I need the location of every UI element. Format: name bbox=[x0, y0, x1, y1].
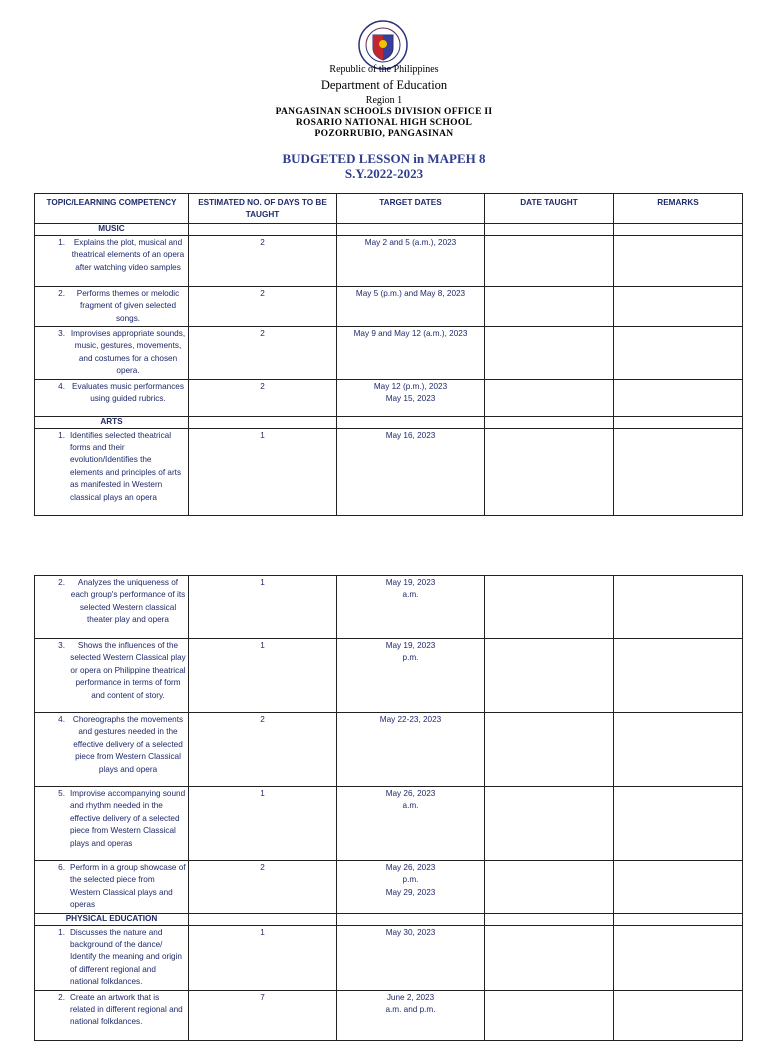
date-line: May 12 (p.m.), 2023 bbox=[373, 381, 448, 391]
lesson-table-page-2 bbox=[34, 575, 743, 1041]
table-row bbox=[35, 286, 743, 326]
days-cell: 1 bbox=[189, 576, 337, 639]
target-dates-cell bbox=[337, 861, 485, 914]
target-dates-cell: May 30, 2023 bbox=[337, 925, 485, 990]
section-row-pe bbox=[35, 913, 743, 925]
remarks-cell bbox=[614, 639, 743, 713]
date-taught-cell bbox=[485, 990, 614, 1040]
date-line: May 19, 2023 bbox=[385, 578, 436, 587]
table-row bbox=[35, 235, 743, 286]
region-label: Region 1 bbox=[365, 95, 403, 106]
target-dates-cell: May 2 and 5 (a.m.), 2023 bbox=[337, 235, 485, 286]
table-header-row bbox=[35, 194, 743, 224]
date-taught-cell bbox=[485, 286, 614, 326]
school-label: ROSARIO NATIONAL HIGH SCHOOL bbox=[295, 118, 473, 128]
row-number: 2. bbox=[58, 992, 65, 1002]
republic-label: Republic of the Philippines bbox=[329, 64, 439, 75]
target-dates-cell: May 5 (p.m.) and May 8, 2023 bbox=[337, 286, 485, 326]
competency-text: Analyzes the uniqueness of each group's performance of its selected Western classical theater play and opera bbox=[70, 578, 186, 625]
remarks-cell bbox=[614, 576, 743, 639]
remarks-cell bbox=[614, 428, 743, 515]
competency-text: Discusses the nature and background of the dance/ Identify the meaning and origin of different regional and national folkdances. bbox=[70, 927, 182, 987]
days-cell: 2 bbox=[189, 235, 337, 286]
days-cell: 1 bbox=[189, 428, 337, 515]
days-cell: 1 bbox=[189, 787, 337, 861]
section-row-arts bbox=[35, 416, 743, 428]
row-number: 5. bbox=[58, 789, 65, 798]
target-dates-cell bbox=[337, 787, 485, 861]
col-header-days: ESTIMATED NO. OF DAYS TO BE TAUGHT bbox=[189, 194, 337, 224]
date-line: June 2, 2023 bbox=[386, 992, 435, 1002]
target-dates-cell bbox=[337, 576, 485, 639]
date-taught-cell bbox=[485, 576, 614, 639]
school-year: S.Y.2022-2023 bbox=[344, 166, 424, 181]
competency-text: Create an artwork that is related in different regional and national folkdances. bbox=[70, 992, 183, 1027]
competency-text: Perform in a group showcase of the selected piece from Western Classical plays and operas bbox=[70, 863, 186, 910]
table-row bbox=[35, 327, 743, 380]
row-number: 1. bbox=[58, 430, 65, 440]
col-header-remarks: REMARKS bbox=[614, 194, 743, 224]
competency-text: Evaluates music performances using guided rubrics. bbox=[72, 381, 184, 404]
row-number: 1. bbox=[58, 927, 65, 937]
table-row bbox=[35, 787, 743, 861]
days-cell: 1 bbox=[189, 639, 337, 713]
table-row bbox=[35, 379, 743, 416]
section-row-music bbox=[35, 223, 743, 235]
date-taught-cell bbox=[485, 235, 614, 286]
document-title-block bbox=[0, 151, 768, 181]
days-cell: 2 bbox=[189, 713, 337, 787]
date-line: p.m. bbox=[402, 875, 419, 885]
col-header-date-taught: DATE TAUGHT bbox=[485, 194, 614, 224]
deped-seal-logo bbox=[358, 20, 408, 70]
date-line: May 15, 2023 bbox=[385, 394, 436, 404]
remarks-cell bbox=[614, 327, 743, 380]
location-label: POZORRUBIO, PANGASINAN bbox=[314, 129, 454, 139]
col-header-target-dates: TARGET DATES bbox=[337, 194, 485, 224]
date-line: May 19, 2023 bbox=[385, 641, 436, 650]
target-dates-cell bbox=[337, 379, 485, 416]
division-label: PANGASINAN SCHOOLS DIVISION OFFICE II bbox=[275, 107, 493, 117]
document-title: BUDGETED LESSON in MAPEH 8 bbox=[282, 151, 486, 166]
remarks-cell bbox=[614, 379, 743, 416]
competency-text: Performs themes or melodic fragment of given selected songs. bbox=[76, 288, 180, 323]
remarks-cell bbox=[614, 925, 743, 990]
table-row bbox=[35, 713, 743, 787]
date-taught-cell bbox=[485, 379, 614, 416]
target-dates-cell: May 9 and May 12 (a.m.), 2023 bbox=[337, 327, 485, 380]
remarks-cell bbox=[614, 990, 743, 1040]
date-taught-cell bbox=[485, 428, 614, 515]
days-cell: 2 bbox=[189, 286, 337, 326]
date-line: May 26, 2023 bbox=[385, 863, 436, 872]
row-number: 2. bbox=[58, 288, 65, 298]
days-cell: 2 bbox=[189, 861, 337, 914]
target-dates-cell bbox=[337, 990, 485, 1040]
table-row bbox=[35, 861, 743, 914]
remarks-cell bbox=[614, 787, 743, 861]
date-line: p.m. bbox=[402, 653, 419, 663]
section-label: ARTS bbox=[35, 416, 189, 428]
lesson-table-page-1 bbox=[34, 193, 743, 516]
date-taught-cell bbox=[485, 713, 614, 787]
target-dates-cell: May 16, 2023 bbox=[337, 428, 485, 515]
row-number: 4. bbox=[58, 715, 65, 724]
competency-text: Choreographs the movements and gestures needed in the effective delivery of a selected piece from Western Classical plays and opera bbox=[72, 715, 184, 774]
table-row bbox=[35, 428, 743, 515]
col-header-topic: TOPIC/LEARNING COMPETENCY bbox=[35, 194, 189, 224]
remarks-cell bbox=[614, 713, 743, 787]
remarks-cell bbox=[614, 861, 743, 914]
days-cell: 1 bbox=[189, 925, 337, 990]
days-cell: 7 bbox=[189, 990, 337, 1040]
date-taught-cell bbox=[485, 639, 614, 713]
date-line: a.m. bbox=[402, 590, 419, 600]
date-taught-cell bbox=[485, 925, 614, 990]
competency-text: Shows the influences of the selected Western Classical play or opera on Philippine theatrical performance in terms of form and content of story. bbox=[70, 641, 186, 700]
target-dates-cell bbox=[337, 639, 485, 713]
date-taught-cell bbox=[485, 861, 614, 914]
remarks-cell bbox=[614, 235, 743, 286]
school-block bbox=[0, 107, 768, 140]
competency-text: Improvise accompanying sound and rhythm needed in the effective delivery of a selected piece from Western Classical plays and operas bbox=[70, 789, 186, 848]
table-row bbox=[35, 639, 743, 713]
row-number: 1. bbox=[58, 237, 65, 247]
section-label: PHYSICAL EDUCATION bbox=[35, 913, 189, 925]
row-number: 4. bbox=[58, 381, 65, 391]
row-number: 2. bbox=[58, 578, 65, 587]
competency-text: Improvises appropriate sounds, music, gestures, movements, and costumes for a chosen opera. bbox=[70, 329, 186, 376]
remarks-cell bbox=[614, 286, 743, 326]
days-cell: 2 bbox=[189, 327, 337, 380]
competency-text: Identifies selected theatrical forms and their evolution/Identifies the elements and principles of arts as manifested in Western classical plays an opera bbox=[70, 430, 182, 502]
row-number: 3. bbox=[58, 329, 65, 339]
table-row bbox=[35, 925, 743, 990]
section-label: MUSIC bbox=[35, 223, 189, 235]
competency-text: Explains the plot, musical and theatrical elements of an opera after watching video samples bbox=[71, 237, 185, 272]
department-label: Department of Education bbox=[320, 78, 448, 92]
row-number: 3. bbox=[58, 641, 65, 650]
date-line: May 29, 2023 bbox=[385, 887, 436, 897]
date-taught-cell bbox=[485, 327, 614, 380]
date-line: May 26, 2023 bbox=[385, 789, 436, 798]
row-number: 6. bbox=[58, 863, 65, 872]
table-row bbox=[35, 990, 743, 1040]
date-taught-cell bbox=[485, 787, 614, 861]
date-line: a.m. bbox=[402, 801, 419, 811]
days-cell: 2 bbox=[189, 379, 337, 416]
target-dates-cell: May 22-23, 2023 bbox=[337, 713, 485, 787]
table-row bbox=[35, 576, 743, 639]
date-line: a.m. and p.m. bbox=[385, 1005, 436, 1015]
